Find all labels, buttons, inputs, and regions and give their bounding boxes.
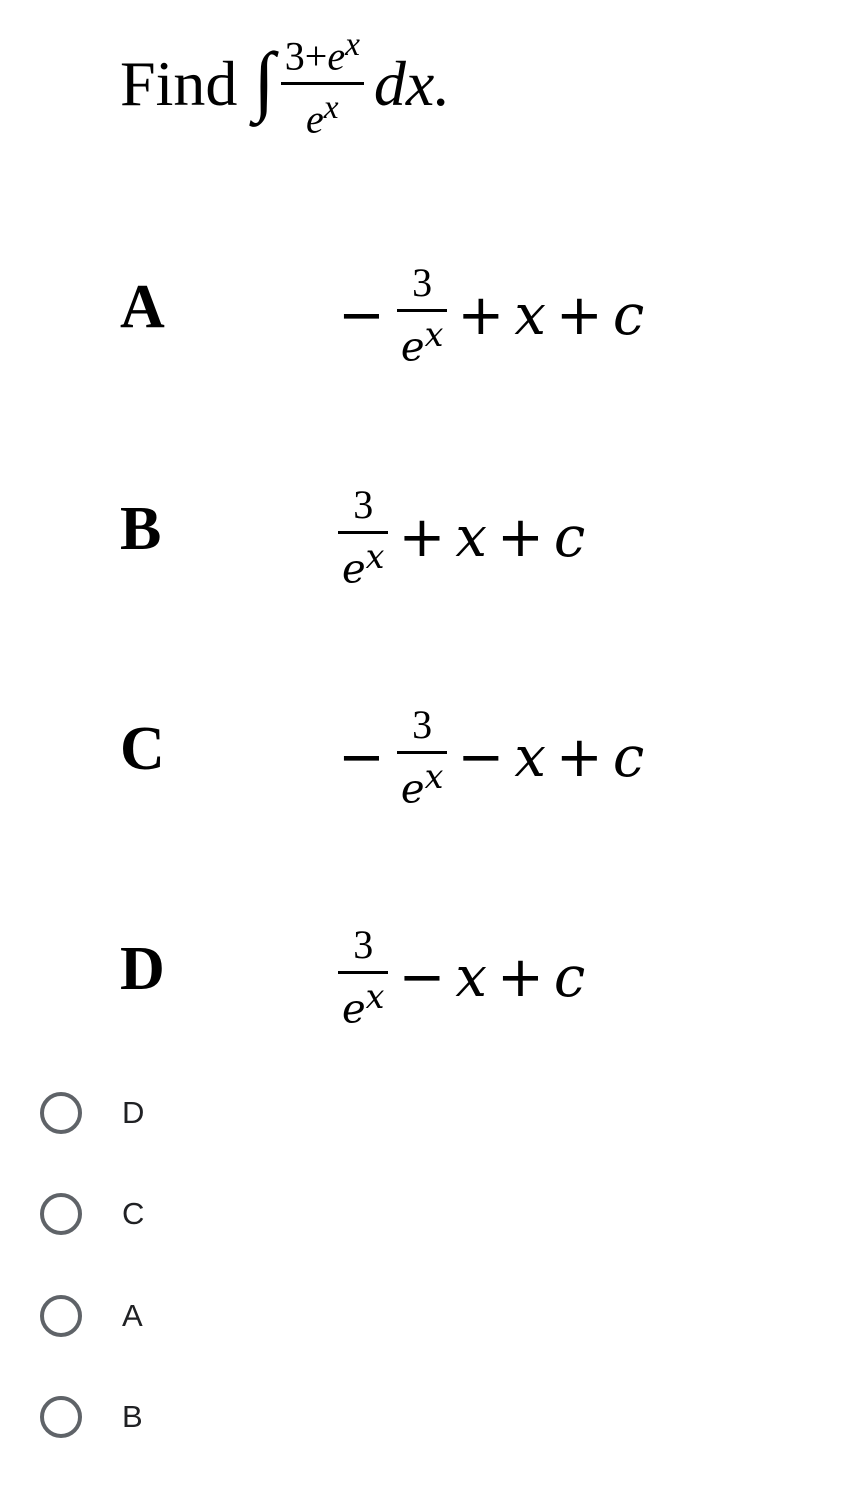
radio-button[interactable] — [40, 1092, 82, 1134]
option-expression: $\frac{3}{e^x}$ − x + c — [338, 912, 585, 1042]
radio-label[interactable]: A — [122, 1298, 143, 1333]
question-prefix: Find — [120, 47, 238, 119]
radio-button[interactable] — [40, 1193, 82, 1235]
radio-button[interactable] — [40, 1295, 82, 1337]
question-suffix: dx. — [373, 47, 451, 119]
integral-symbol: ∫ — [253, 35, 275, 123]
question-text — [120, 28, 450, 140]
option-expression: $\frac{3}{e^x}$ + x + c — [338, 472, 585, 602]
question-numerator: $3+e^x$ — [284, 26, 360, 79]
option-expression: − $\frac{3}{e^x}$ + x + c — [338, 259, 645, 371]
question-fraction — [281, 28, 364, 140]
option-expression: − $\frac{3}{e^x}$ − x + c — [338, 701, 645, 813]
radio-option-a[interactable] — [40, 1290, 143, 1342]
option-letter: A — [120, 273, 165, 341]
fraction-bar — [281, 82, 364, 85]
radio-option-c[interactable] — [40, 1188, 144, 1240]
minus-sign: − — [338, 724, 385, 790]
option-fraction: $\frac{3}{e^x}$ — [397, 263, 447, 367]
option-fraction: $\frac{3}{e^x}$ — [338, 925, 388, 1029]
option-fraction: $\frac{3}{e^x}$ — [338, 485, 388, 589]
option-letter: B — [120, 495, 162, 563]
radio-option-b[interactable] — [40, 1391, 143, 1443]
radio-label[interactable]: D — [122, 1095, 145, 1130]
option-letter: D — [120, 935, 165, 1003]
option-c — [120, 692, 760, 842]
radio-button[interactable] — [40, 1396, 82, 1438]
option-d — [120, 912, 760, 1062]
radio-label[interactable]: B — [122, 1399, 143, 1434]
minus-sign: − — [338, 282, 385, 348]
radio-label[interactable]: C — [122, 1196, 145, 1231]
option-letter: C — [120, 715, 165, 783]
radio-option-d[interactable] — [40, 1087, 144, 1139]
option-a — [120, 250, 760, 400]
option-b — [120, 472, 760, 622]
option-fraction: $\frac{3}{e^x}$ — [397, 705, 447, 809]
question-denominator: $e^x$ — [306, 89, 339, 142]
